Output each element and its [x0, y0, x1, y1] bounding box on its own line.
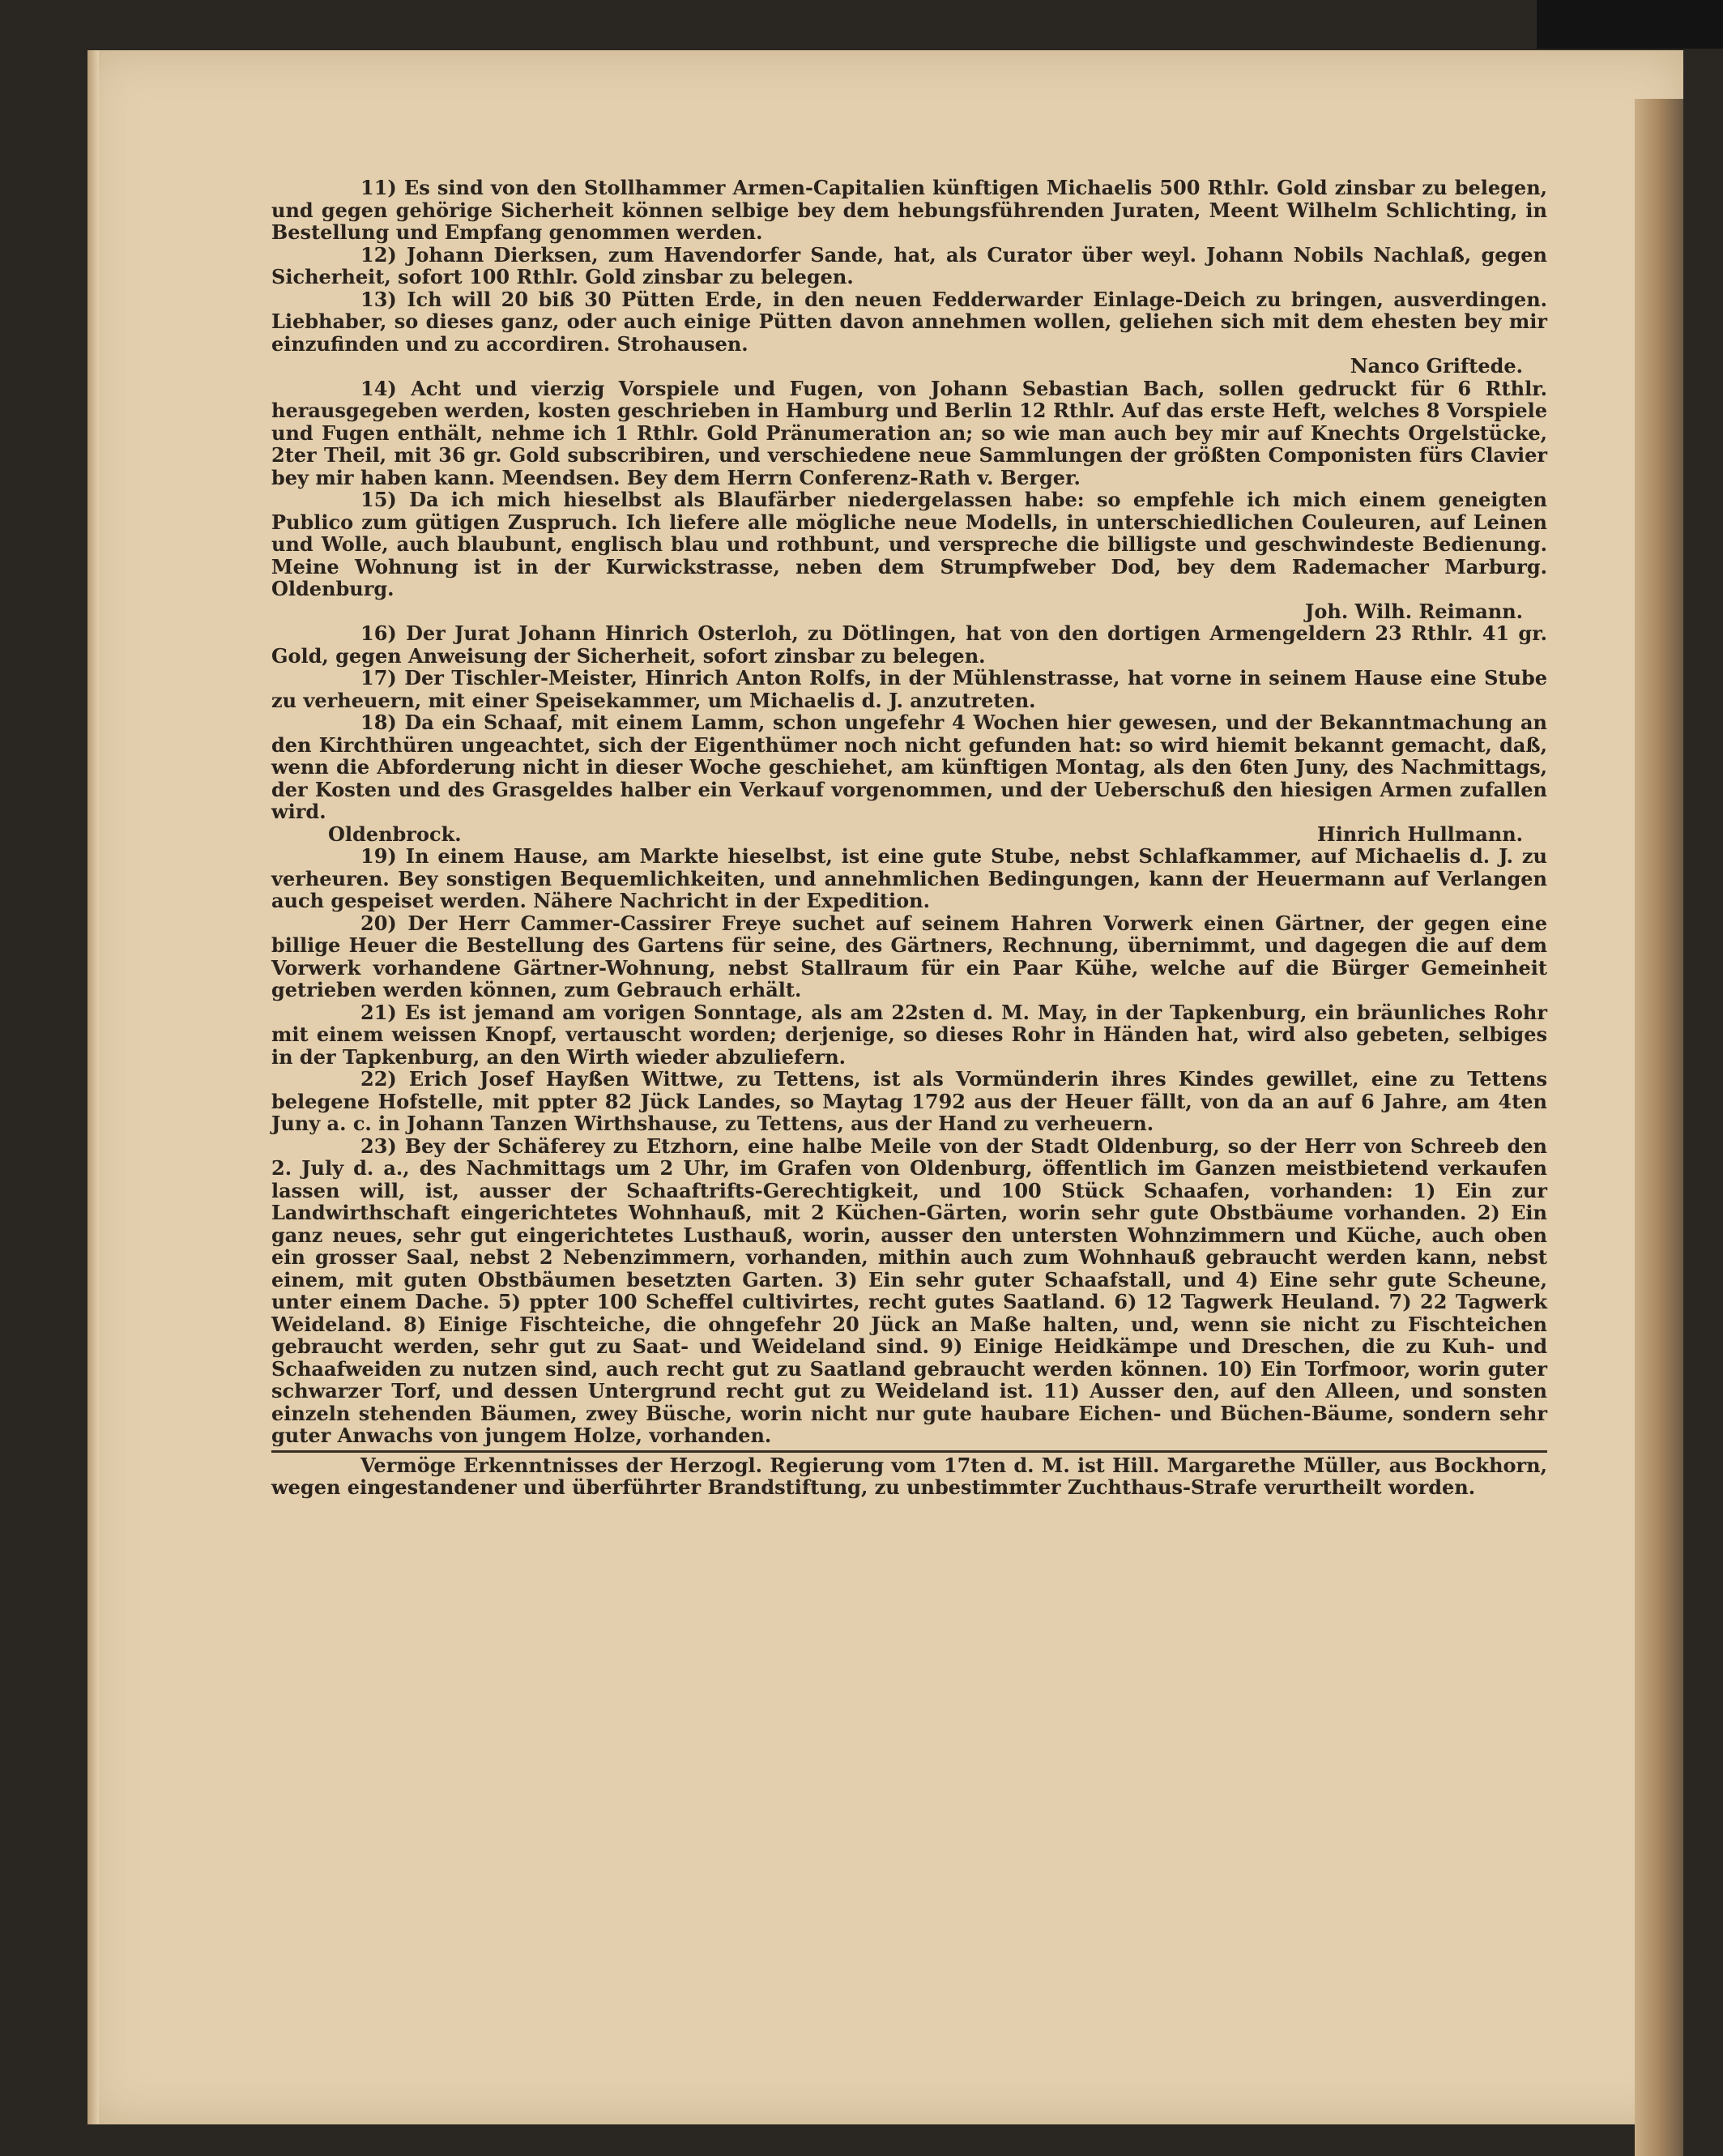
notice-number: 13): [360, 287, 397, 311]
notice-signature: Hinrich Hullmann.: [1317, 822, 1523, 846]
page-left-edge: [87, 50, 99, 2124]
notice-text: In einem Hause, am Markte hieselbst, ist eine gute Stube, nebst Schlafkammer, auf Michaelis d. J. zu verheuren. Bey sonstigen Bequemlichkeiten, und annehmlichen Bedingungen, kann der Heuermann auf Verlangen auch gespeiset werden. Nähere Nachricht in der Expedition.: [271, 844, 1547, 912]
notice-12: [271, 244, 1547, 288]
notice-number: 20): [360, 911, 397, 935]
footer-notice: [271, 1454, 1547, 1499]
notice-text: Der Tischler-Meister, Hinrich Anton Rolfs, in der Mühlenstrasse, hat vorne in seinem Hause eine Stube zu verheuern, mit einer Speisekammer, um Michaelis d. J. anzutreten.: [271, 666, 1547, 712]
notice-number: 11): [360, 176, 397, 199]
notice-text: Es ist jemand am vorigen Sonntage, als am 22sten d. M. May, in der Tapkenburg, ein bräunliches Rohr mit einem weissen Knopf, vertauscht worden; derjenige, so dieses Rohr in Händen hat, wird also gebeten, selbiges in der Tapkenburg, an den Wirth wieder abzuliefern.: [271, 1000, 1547, 1069]
scanner-corner: [1537, 0, 1723, 49]
notice-23: [271, 1135, 1547, 1447]
notice-number: 14): [360, 376, 397, 400]
notice-number: 23): [360, 1134, 397, 1158]
notice-text: Bey der Schäferey zu Etzhorn, eine halbe Meile von der Stadt Oldenburg, so der Herr von Schreeb den 2. July d. a., des Nachmittags um 2 Uhr, im Grafen von Oldenburg, öffentlich im Ganzen meistbietend verkaufen lassen will, ist, ausser der Schaaftrifts-Gerechtigkeit, und 100 Stück Schaafen, vorhanden: 1) Ein zur Landwirthschaft eingerichtetes Wohnhauß, mit 2 Küchen-Gärten, worin sehr gute Obstbäume vorhanden. 2) Ein ganz neues, sehr gut eingerichtetes Lusthauß, worin, ausser den untersten Wohnzimmern und Küche, auch oben ein grosser Saal, nebst 2 Nebenzimmern, vorhanden, mithin auch zum Wohnhauß gebraucht werden kann, nebst einem, mit guten Obstbäumen besetzten Garten. 3) Ein sehr guter Schaafstall, und 4) Eine sehr gute Scheune, unter einem Dache. 5) ppter 100 Scheffel cultivirtes, recht gutes Saatland. 6) 12 Tagwerk Heuland. 7) 22 Tagwerk Weideland. 8) Einige Fischteiche, die ohngefehr 20 Jück an Maße halten, und, wenn sie nicht zu Fischteichen gebraucht werden, sehr gut zu Saat- und Weideland sind. 9) Einige Heidkämpe und Dreschen, die zu Kuh- und Schaafweiden zu nutzen sind, auch recht gut zu Saatland gebraucht werden können. 10) Ein Torfmoor, worin guter schwarzer Torf, und dessen Untergrund recht gut zu Weideland ist. 11) Ausser den, auf den Alleen, und sonsten einzeln stehenden Bäumen, zwey Büsche, worin nicht nur gute haubare Eichen- und Büchen-Bäume, sondern sehr guter Anwachs von jungem Holze, vorhanden.: [271, 1134, 1548, 1447]
notice-18: [271, 711, 1547, 823]
notice-15-signature: Joh. Wilh. Reimann.: [1305, 599, 1523, 623]
notice-17: [271, 667, 1547, 711]
notice-text: Erich Josef Hayßen Wittwe, zu Tettens, ist als Vormünderin ihres Kindes gewillet, eine zu Tettens belegene Hofstelle, mit ppter 82 Jück Landes, so Maytag 1792 aus der Heuer fällt, von da an auf 6 Jahre, am 4ten Juny a. c. in Johann Tanzen Wirthshause, zu Tettens, aus der Hand zu verheuern.: [271, 1067, 1547, 1135]
notice-13: [271, 288, 1547, 356]
notice-text: Der Jurat Johann Hinrich Osterloh, zu Dötlingen, hat von den dortigen Armengeldern 23 Rthlr. 41 gr. Gold, gegen Anweisung der Sicherheit, sofort zinsbar zu belegen.: [271, 621, 1547, 668]
notice-18-footer: [271, 823, 1547, 846]
footer-notice-text: Vermöge Erkenntnisses der Herzogl. Regierung vom 17ten d. M. ist Hill. Margarethe Müller, aus Bockhorn, wegen eingestandener und überführter Brandstiftung, zu unbestimmter Zuchthaus-Strafe verurtheilt worden.: [271, 1453, 1547, 1499]
notice-number: 19): [360, 844, 397, 868]
notice-text: Der Herr Cammer-Cassirer Freye suchet auf seinem Hahren Vorwerk einen Gärtner, der gegen eine billige Heuer die Bestellung des Gartens für seine, des Gärtners, Rechnung, übernimmt, und dagegen die auf dem Vorwerk vorhandene Gärtner-Wohnung, nebst Stallraum für ein Paar Kühe, welche auf die Bürger Gemeinheit getrieben werden können, zum Gebrauch erhält.: [271, 911, 1547, 1001]
notice-number: 17): [360, 666, 397, 689]
notice-13-signature: Nanco Griftede.: [1350, 354, 1523, 378]
notice-21: [271, 1001, 1547, 1069]
notice-15: [271, 489, 1547, 600]
notice-11: [271, 177, 1547, 244]
notice-text: Da ein Schaaf, mit einem Lamm, schon ungefehr 4 Wochen hier gewesen, und der Bekanntmachung an den Kirchthüren ungeachtet, sich der Eigenthümer noch nicht gefunden hat: so wird hiemit bekannt gemacht, daß, wenn die Abforderung nicht in dieser Woche geschiehet, am künftigen Montag, als den 6ten Juny, des Nachmittags, der Kosten und des Grasgeldes halber ein Verkauf vorgenommen, und der Ueberschuß den hiesigen Armen zufallen wird.: [271, 711, 1547, 823]
notice-number: 16): [360, 621, 397, 645]
page-right-edge: [1635, 99, 1683, 2156]
notice-20: [271, 912, 1547, 1001]
section-divider: [271, 1450, 1547, 1453]
notice-text: Acht und vierzig Vorspiele und Fugen, von Johann Sebastian Bach, sollen gedruckt für 6 Rthlr. herausgegeben werden, kosten geschrieben in Hamburg und Berlin 12 Rthlr. Auf das erste Heft, welches 8 Vorspiele und Fugen enthält, nehme ich 1 Rthlr. Gold Pränumeration an; so wie man auch bey mir auf Knechts Orgelstücke, 2ter Theil, mit 36 gr. Gold subscribiren, und verschiedene neue Sammlungen der größten Componisten fürs Clavier bey mir haben kann.: [271, 376, 1547, 489]
notice-text: Johann Dierksen, zum Havendorfer Sande, hat, als Curator über weyl. Johann Nobils Nachlaß, gegen Sicherheit, sofort 100 Rthlr. Gold zinsbar zu belegen.: [271, 242, 1547, 288]
notices-column: [271, 177, 1547, 1499]
notice-number: 15): [360, 488, 397, 511]
notice-number: 18): [360, 711, 397, 734]
notice-22: [271, 1068, 1547, 1135]
notice-text: Es sind von den Stollhammer Armen-Capitalien künftigen Michaelis 500 Rthlr. Gold zinsbar zu belegen, und gegen gehörige Sicherheit können selbige bey dem hebungsführenden Juraten, Meent Wilhelm Schlichting, in Bestellung und Empfang genommen werden.: [271, 176, 1547, 244]
notice-19: [271, 845, 1547, 912]
notice-place: Oldenbrock.: [328, 822, 462, 846]
notice-text: Da ich mich hieselbst als Blaufärber niedergelassen habe: so empfehle ich mich einem geneigten Publico zum gütigen Zuspruch. Ich liefere alle mögliche neue Modells, in unterschiedlichen Couleuren, auf Leinen und Wolle, auch blaubunt, englisch blau und rothbunt, und verspreche die billigste und geschwindeste Bedienung. Meine Wohnung ist in der Kurwickstrasse, neben dem Strumpfweber Dod, bey dem Rademacher Marburg. Oldenburg.: [271, 488, 1548, 600]
notice-text: Ich will 20 biß 30 Pütten Erde, in den neuen Fedderwarder Einlage-Deich zu bringen, ausverdingen. Liebhaber, so dieses ganz, oder auch einige Pütten davon annehmen wollen, geliehen sich mit dem ehesten bey mir einzufinden und zu accordiren. Strohausen.: [271, 287, 1548, 356]
notice-number: 21): [360, 1000, 397, 1024]
notice-16: [271, 622, 1547, 667]
notice-place: Meendsen.: [501, 465, 621, 489]
notice-place-note: Bey dem Herrn Conferenz-Rath v. Berger.: [626, 465, 1081, 489]
notice-number: 22): [360, 1067, 397, 1091]
notice-number: 12): [360, 242, 397, 267]
notice-14: [271, 378, 1547, 489]
